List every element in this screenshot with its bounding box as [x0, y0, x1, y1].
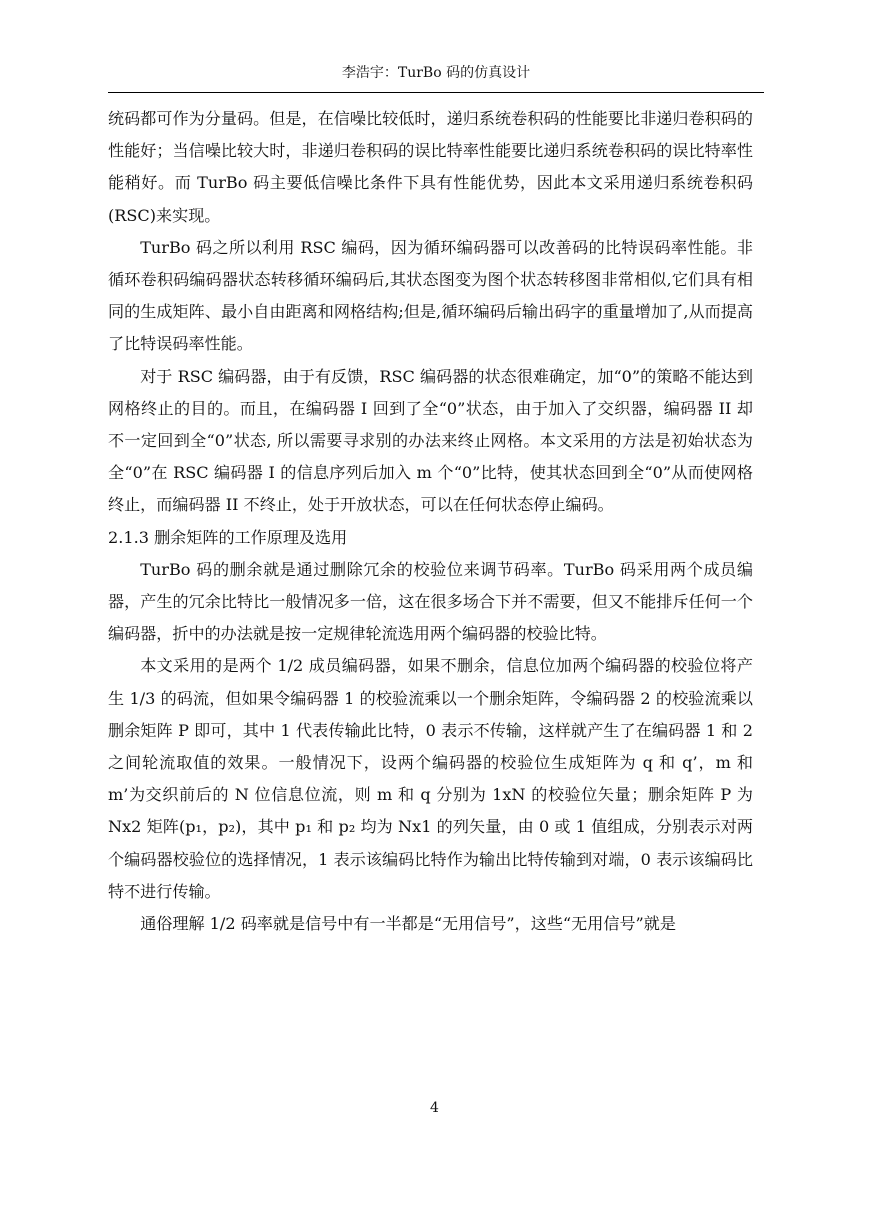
running-header: 李浩宇：TurBo 码的仿真设计	[341, 65, 531, 81]
paragraph-half-rate: 通俗理解 1/2 码率就是信号中有一半都是“无用信号”，这些“无用信号”就是	[140, 914, 676, 934]
header-rule	[108, 92, 764, 93]
paragraph-continuation: 统码都可作为分量码。但是，在信噪比较低时，递归系统卷积码的性能要比非递归卷积码的性能好；当信噪比较大时，非递归卷积码的误比特率性能要比递归系统卷积码的误比特率性能稍好。而 TurBo 码主要低信噪比条件下具有性能优势，因此本文采用递归系统卷积码(RSC)来实现。	[108, 109, 753, 225]
page-number: 4	[430, 1100, 439, 1116]
paragraph-termination: 对于 RSC 编码器，由于有反馈，RSC 编码器的状态很难确定，加“0”的策略不能达到网格终止的目的。而且，在编码器 I 回到了全“0”状态，由于加入了交织器，编码器 II 却不一定回到全“0”状态, 所以需要寻求别的办法来终止网格。本文采用的方法是初始状态为全“0”在 RSC 编码器 I 的信息序列后加入 m 个“0”比特，使其状态回到全“0”从而使网格终止，而编码器 II 不终止，处于开放状态，可以在任何状态停止编码。	[108, 366, 753, 515]
paragraph-puncture-matrix: 本文采用的是两个 1/2 成员编码器，如果不删余，信息位加两个编码器的校验位将产生 1/3 的码流，但如果令编码器 1 的校验流乘以一个删余矩阵，令编码器 2 的校验流乘以删余矩阵 P 即可，其中 1 代表传输此比特，0 表示不传输，这样就产生了在编码器 1 和 2 之间轮流取值的效果。一般情况下，设两个编码器的校验位生成矩阵为 q 和 q’，m 和 m’为交织前后的 N 位信息位流，则 m 和 q 分别为 1xN 的校验位矢量；删余矩阵 P 为 Nx2 矩阵(p₁，p₂)，其中 p₁ 和 p₂ 均为 Nx1 的列矢量，由 0 或 1 值组成，分别表示对两个编码器校验位的选择情况，1 表示该编码比特作为输出比特传输到对端，0 表示该编码比特不进行传输。	[108, 656, 753, 901]
paragraph-rsc-reason: TurBo 码之所以利用 RSC 编码，因为循环编码器可以改善码的比特误码率性能。非循环卷积码编码器状态转移循环编码后,其状态图变为图个状态转移图非常相似,它们具有相同的生成矩阵、最小自由距离和网格结构;但是,循环编码后输出码字的重量增加了,从而提高了比特误码率性能。	[108, 237, 753, 354]
section-heading-2-1-3: 2.1.3 删余矩阵的工作原理及选用	[108, 527, 348, 547]
page-body	[108, 103, 753, 940]
paragraph-puncturing: TurBo 码的删余就是通过删除冗余的校验位来调节码率。TurBo 码采用两个成员编器，产生的冗余比特比一般情况多一倍，这在很多场合下并不需要，但又不能排斥任何一个编码器，折中的办法就是按一定规律轮流选用两个编码器的校验比特。	[108, 559, 753, 644]
